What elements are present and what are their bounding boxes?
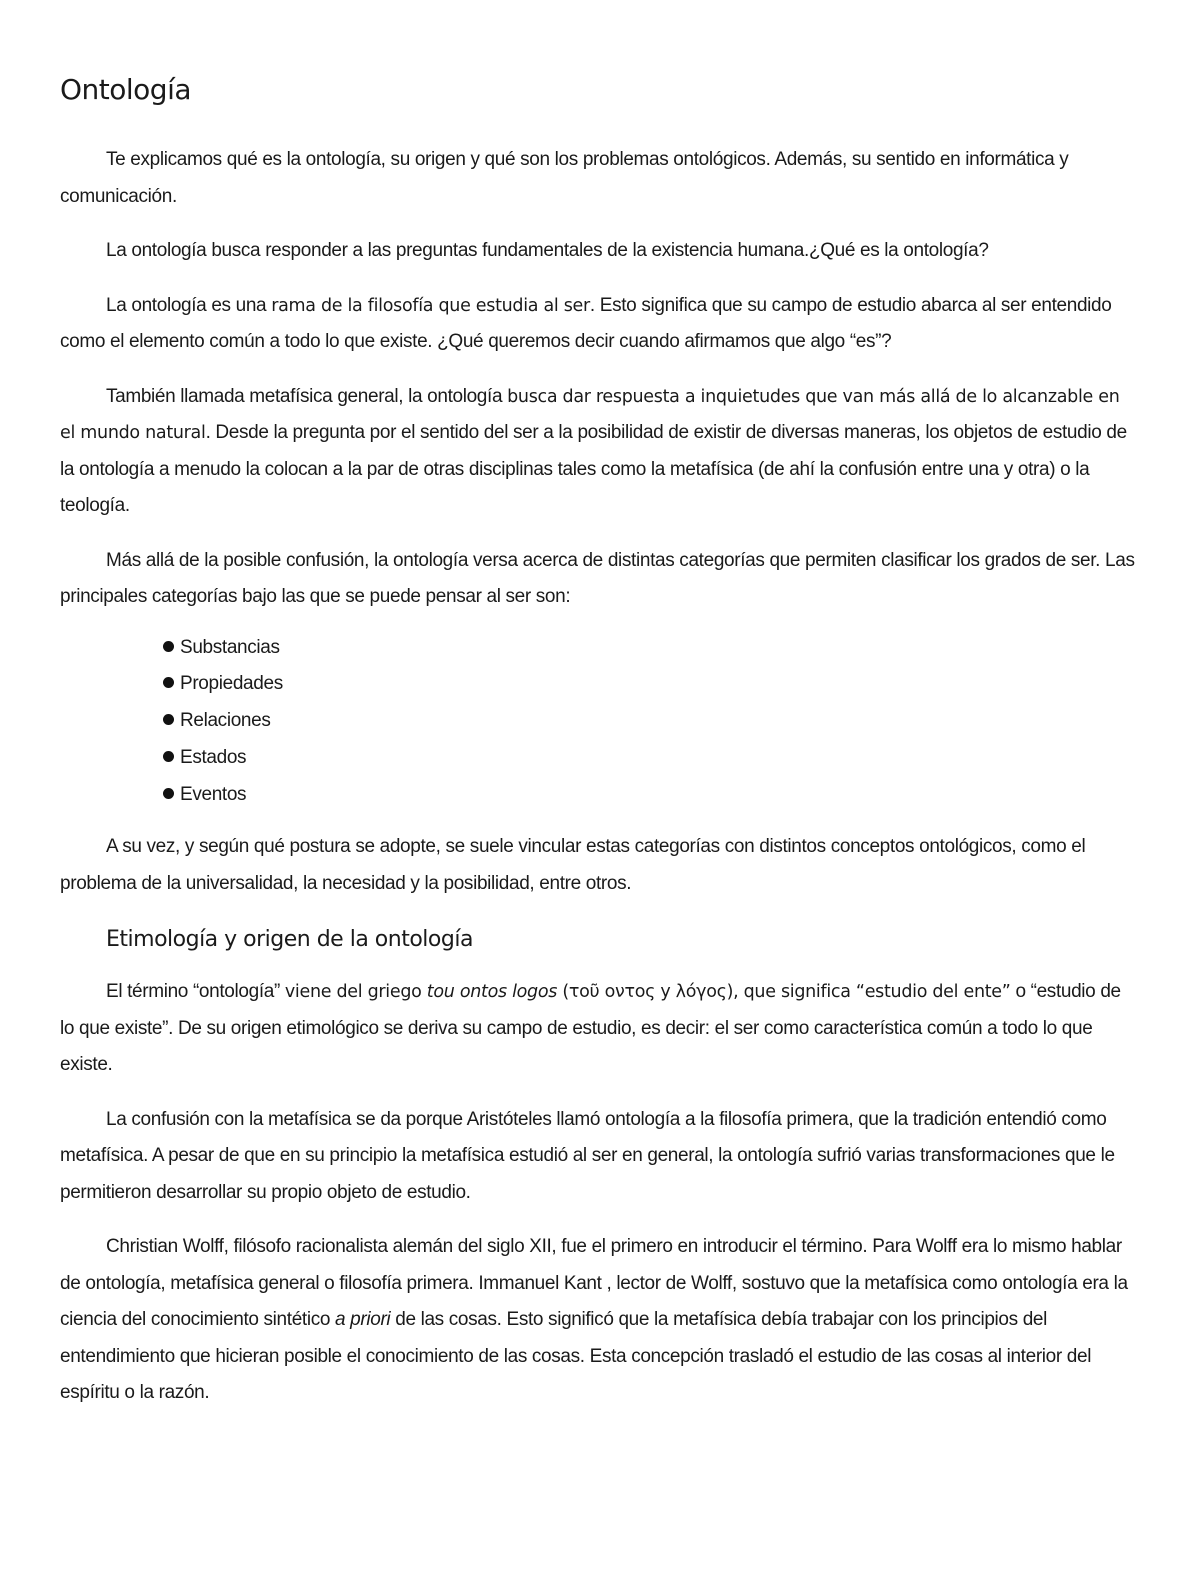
- document-page: [60, 60, 1135, 1430]
- list-item: [163, 703, 1135, 740]
- section-heading: Etimología y origen de la ontología: [106, 927, 473, 953]
- paragraph-aristotle: La confusión con la metafísica se da porque Aristóteles llamó ontología a la filosofía primera, que la tradición entendió como metafísica. A pesar de que en su principio la metafísica estudió al ser en general, la ontología sufrió varias transformaciones que le permitieron desarrollar su propio objeto de estudio.: [60, 1108, 1115, 1203]
- list-item-label: Substancias: [180, 636, 280, 658]
- paragraph-definition: [60, 288, 1135, 361]
- page-title: Ontología: [60, 73, 192, 106]
- list-item: [163, 777, 1135, 814]
- text-run: También llamada metafísica general, la ontología: [106, 385, 508, 407]
- bullet-icon: [163, 641, 174, 652]
- text-run: Christian Wolff, filósofo racionalista alemán del siglo XII, fue el primero en introducir el término. Para Wolff era lo mismo hablar de ontología, metafísica general o filosofía primera. Immanuel Kant , lector de Wolff, sostuvo que la metafísica como ontología era la ciencia del conocimiento sintético: [60, 1236, 1128, 1331]
- list-item-label: Relaciones: [180, 710, 271, 732]
- italic-term: a priori: [335, 1309, 391, 1331]
- paragraph-etymology: [60, 974, 1135, 1084]
- paragraph-wolff-kant: [60, 1229, 1135, 1412]
- list-item-label: Estados: [180, 746, 247, 768]
- text-run: La ontología es una: [106, 294, 272, 316]
- bullet-icon: [163, 751, 174, 762]
- list-item: [163, 666, 1135, 703]
- list-item-label: Propiedades: [180, 673, 283, 695]
- bullet-icon: [163, 677, 174, 688]
- paragraph-question: La ontología busca responder a las preguntas fundamentales de la existencia humana.¿Qué es la ontología?: [106, 240, 989, 261]
- text-run: o “estudio de lo que existe”. De su origen etimológico se deriva su campo de estudio, es decir: el ser como característica común a todo lo que existe.: [60, 981, 1121, 1076]
- emphasized-text: viene del griego: [284, 982, 427, 1003]
- paragraph-categories-intro: Más allá de la posible confusión, la ontología versa acerca de distintas categorías que permiten clasificar los grados de ser. Las principales categorías bajo las que se puede pensar al ser son:: [60, 549, 1135, 607]
- list-item: [163, 740, 1135, 777]
- text-run: . Esto significa que su campo de estudio abarca al ser entendido como el elemento común a todo lo que existe. ¿Qué queremos decir cuando afirmamos que algo “es”?: [60, 294, 1112, 352]
- bullet-icon: [163, 788, 174, 799]
- text-run: El término “ontología”: [106, 981, 285, 1003]
- paragraph-concepts: A su vez, y según qué postura se adopte, se suele vincular estas categorías con distintos conceptos ontológicos, como el problema de la universalidad, la necesidad y la posibilidad, entre otros.: [60, 836, 1086, 894]
- list-item: [163, 630, 1135, 667]
- list-item-label: Eventos: [180, 783, 247, 805]
- bullet-icon: [163, 714, 174, 725]
- text-run: . Desde la pregunta por el sentido del ser a la posibilidad de existir de diversas maneras, los objetos de estudio de la ontología a menudo la colocan a la par de otras disciplinas tales como la metafísica (de ahí la confusión entre una y otra) o la teología.: [60, 422, 1127, 516]
- emphasized-text: busca dar respuesta a inquietudes que van más allá de lo alcanzable en el mundo natural: [60, 386, 1120, 443]
- paragraph-metaphysics: [60, 379, 1135, 525]
- emphasized-text: rama de la filosofía que estudia al ser: [271, 295, 590, 316]
- categories-list: [60, 630, 1135, 814]
- greek-term: tou ontos logos: [426, 982, 558, 1003]
- emphasized-text: (τοῦ οντος y λόγος), que significa “estudio del ente”: [557, 982, 1011, 1003]
- text-run: de las cosas. Esto significó que la metafísica debía trabajar con los principios del entendimiento que hicieran posible el conocimiento de las cosas. Esta concepción trasladó el estudio de las cosas al interior del espíritu o la razón.: [60, 1309, 1092, 1404]
- intro-paragraph: Te explicamos qué es la ontología, su origen y qué son los problemas ontológicos. Además, su sentido en informática y comunicación.: [60, 149, 1069, 207]
